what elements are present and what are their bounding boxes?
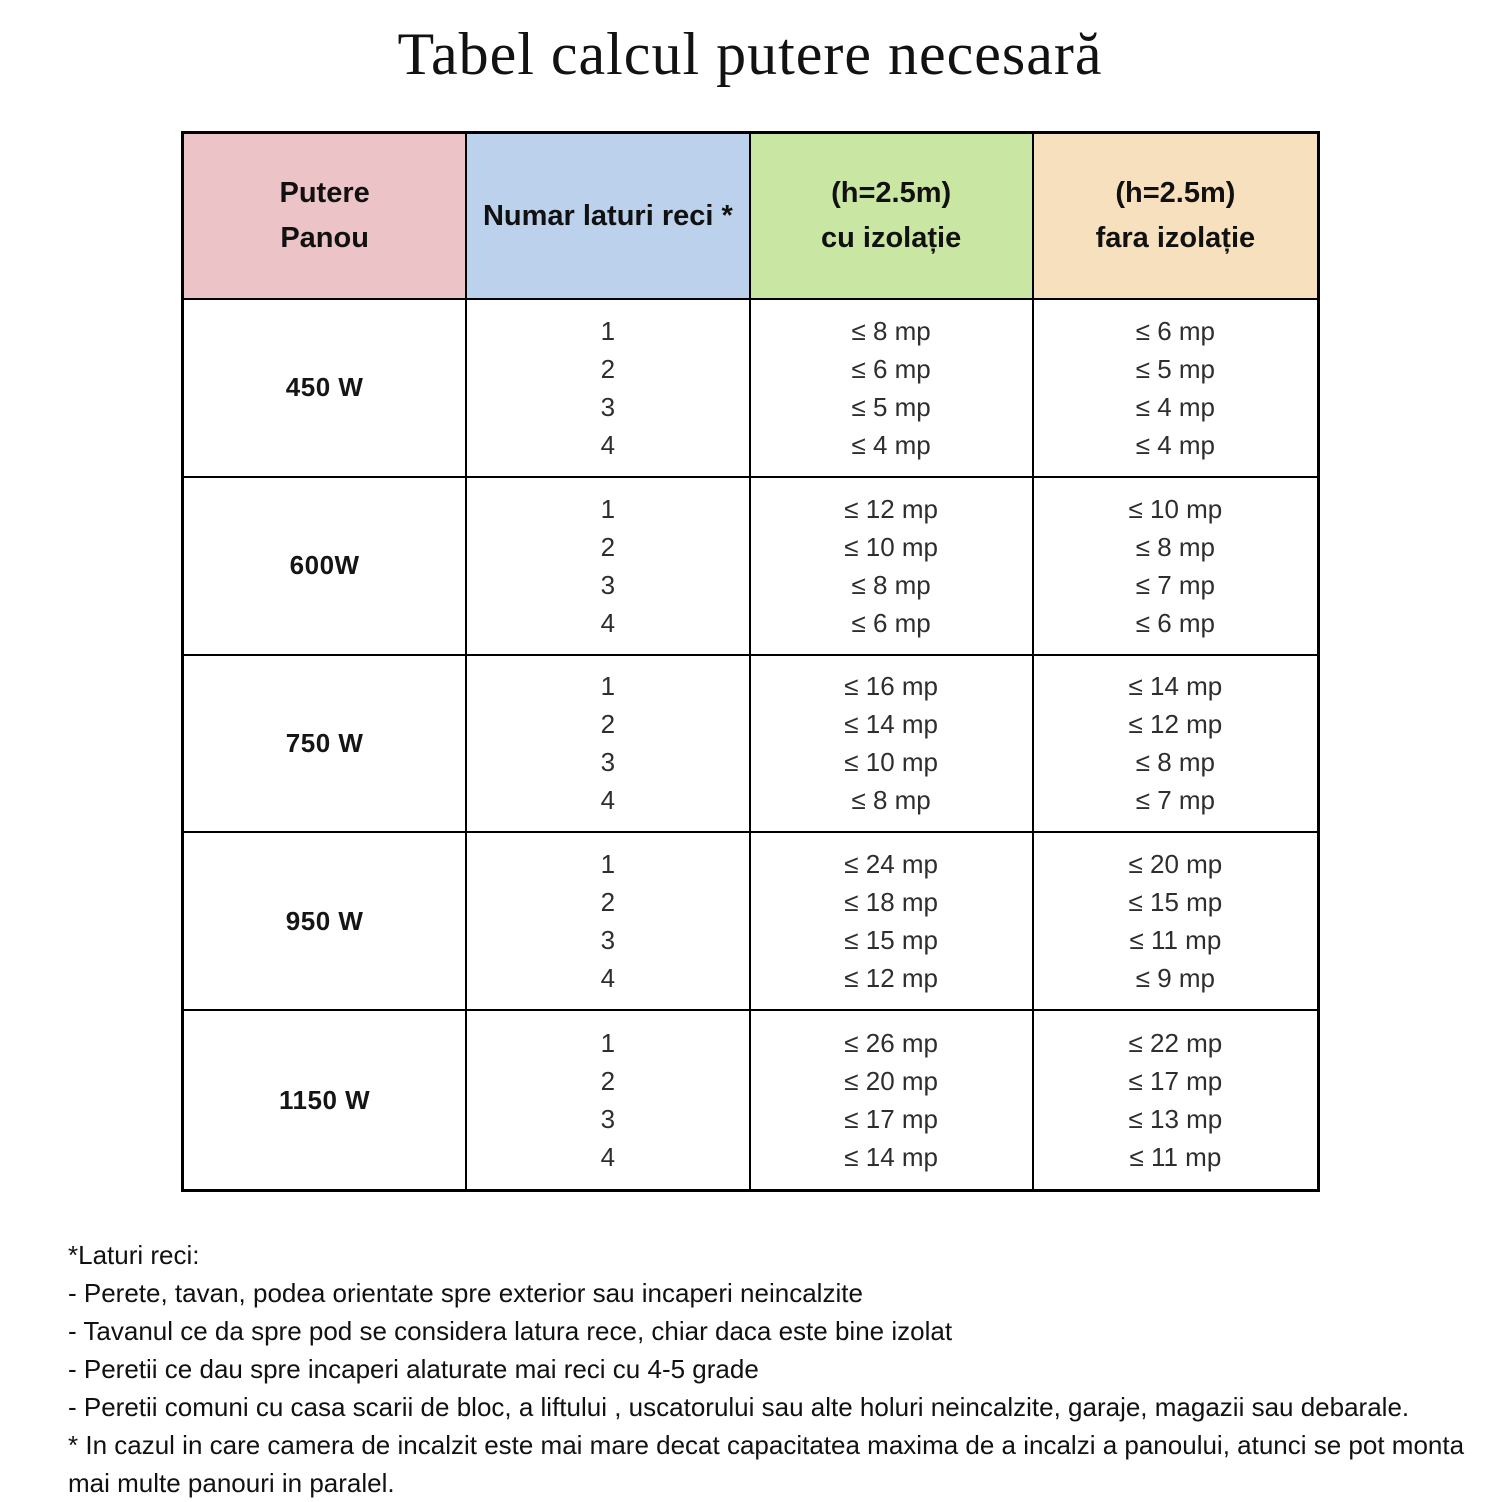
fara-izolatie-value: ≤ 13 mp [1128, 1104, 1223, 1135]
cu-izolatie-value: ≤ 15 mp [844, 925, 938, 956]
fara-izolatie-cell [1034, 833, 1317, 1011]
fara-izolatie-value: ≤ 12 mp [1128, 709, 1223, 740]
power-value: 950 W [285, 905, 364, 936]
cu-izolatie-value: ≤ 8 mp [851, 569, 931, 600]
power-cell [184, 656, 467, 834]
laturi-value: 1 [600, 493, 616, 524]
header-label: cu izolație [821, 222, 962, 254]
header-cell-cu-izolatie [751, 134, 1034, 300]
fara-izolatie-value: ≤ 22 mp [1128, 1028, 1223, 1059]
power-value: 1150 W [279, 1084, 371, 1115]
header-label: (h=2.5m) [1115, 177, 1236, 209]
laturi-value: 4 [600, 429, 616, 460]
laturi-value: 1 [600, 1028, 616, 1059]
cu-izolatie-value: ≤ 18 mp [844, 887, 938, 918]
laturi-value: 2 [600, 709, 616, 740]
fara-izolatie-value: ≤ 4 mp [1135, 429, 1216, 460]
power-value: 450 W [285, 372, 364, 403]
cu-izolatie-cell [751, 478, 1034, 656]
laturi-value: 2 [600, 353, 616, 384]
header-cell-fara-izolatie [1034, 134, 1317, 300]
cu-izolatie-value: ≤ 10 mp [844, 531, 938, 562]
cu-izolatie-value: ≤ 4 mp [851, 429, 931, 460]
laturi-value: 4 [600, 1142, 616, 1173]
power-cell [184, 478, 467, 656]
cu-izolatie-value: ≤ 16 mp [844, 671, 938, 702]
footnote-line: * In cazul in care camera de incalzit este mai mare decat capacitatea maxima de a incalzi a panoului, atunci se pot monta mai multe panouri in paralel. [68, 1430, 1465, 1498]
power-calculation-table [181, 131, 1320, 1192]
laturi-reci-cell [467, 833, 750, 1011]
cu-izolatie-value: ≤ 6 mp [851, 607, 931, 638]
cu-izolatie-cell [751, 300, 1034, 478]
fara-izolatie-value: ≤ 6 mp [1135, 315, 1216, 346]
header-label: fara izolație [1095, 222, 1256, 254]
header-label: Numar laturi reci * [482, 199, 733, 232]
cu-izolatie-value: ≤ 10 mp [844, 747, 938, 778]
footnote-line: - Perete, tavan, podea orientate spre exterior sau incaperi neincalzite [68, 1278, 863, 1308]
footnote-line: - Peretii ce dau spre incaperi alaturate mai reci cu 4-5 grade [68, 1354, 759, 1384]
laturi-value: 3 [600, 747, 616, 778]
fara-izolatie-value: ≤ 7 mp [1135, 569, 1216, 600]
cu-izolatie-cell [751, 656, 1034, 834]
fara-izolatie-value: ≤ 17 mp [1128, 1066, 1223, 1097]
laturi-value: 3 [600, 1104, 616, 1135]
cu-izolatie-cell [751, 833, 1034, 1011]
laturi-value: 2 [600, 531, 616, 562]
laturi-value: 4 [600, 963, 616, 994]
cu-izolatie-value: ≤ 17 mp [844, 1104, 938, 1135]
header-label: Panou [280, 222, 369, 254]
fara-izolatie-value: ≤ 8 mp [1135, 747, 1216, 778]
laturi-value: 1 [600, 849, 616, 880]
laturi-value: 3 [600, 391, 616, 422]
laturi-value: 3 [600, 925, 616, 956]
cu-izolatie-value: ≤ 6 mp [851, 353, 931, 384]
power-cell [184, 1011, 467, 1189]
fara-izolatie-value: ≤ 15 mp [1128, 887, 1223, 918]
fara-izolatie-value: ≤ 14 mp [1128, 671, 1223, 702]
power-value: 750 W [285, 727, 364, 758]
laturi-value: 4 [600, 785, 616, 816]
laturi-value: 1 [600, 315, 616, 346]
fara-izolatie-value: ≤ 20 mp [1128, 849, 1223, 880]
laturi-value: 2 [600, 887, 616, 918]
fara-izolatie-cell [1034, 1011, 1317, 1189]
header-label: (h=2.5m) [831, 177, 952, 209]
fara-izolatie-value: ≤ 4 mp [1135, 391, 1216, 422]
cu-izolatie-value: ≤ 8 mp [851, 315, 931, 346]
fara-izolatie-cell [1034, 300, 1317, 478]
header-cell-putere-panou [184, 134, 467, 300]
footnote-line: - Tavanul ce da spre pod se considera latura rece, chiar daca este bine izolat [68, 1316, 953, 1346]
fara-izolatie-value: ≤ 10 mp [1128, 493, 1223, 524]
fara-izolatie-value: ≤ 7 mp [1135, 785, 1216, 816]
fara-izolatie-value: ≤ 11 mp [1129, 1142, 1222, 1173]
cu-izolatie-value: ≤ 14 mp [844, 1142, 938, 1173]
laturi-value: 4 [600, 607, 616, 638]
laturi-reci-cell [467, 1011, 750, 1189]
laturi-reci-cell [467, 300, 750, 478]
fara-izolatie-value: ≤ 5 mp [1135, 353, 1216, 384]
header-cell-numar-laturi-reci [467, 134, 750, 300]
cu-izolatie-value: ≤ 24 mp [844, 849, 938, 880]
header-label: Putere [279, 177, 370, 209]
fara-izolatie-value: ≤ 6 mp [1135, 607, 1216, 638]
power-value: 600W [289, 550, 360, 581]
cu-izolatie-value: ≤ 20 mp [844, 1066, 938, 1097]
cu-izolatie-value: ≤ 14 mp [844, 709, 938, 740]
footnotes [68, 1236, 1468, 1502]
fara-izolatie-cell [1034, 478, 1317, 656]
fara-izolatie-cell [1034, 656, 1317, 834]
fara-izolatie-value: ≤ 11 mp [1129, 925, 1222, 956]
footnote-line: - Peretii comuni cu casa scarii de bloc, a liftului , uscatorului sau alte holuri neincalzite, garaje, magazii sau debarale. [68, 1392, 1410, 1422]
fara-izolatie-value: ≤ 9 mp [1135, 963, 1216, 994]
page-title: Tabel calcul putere necesară [397, 21, 1103, 87]
cu-izolatie-value: ≤ 8 mp [851, 785, 931, 816]
footnote-line: *Laturi reci: [68, 1240, 200, 1270]
laturi-value: 2 [600, 1066, 616, 1097]
cu-izolatie-value: ≤ 12 mp [844, 493, 938, 524]
power-cell [184, 833, 467, 1011]
cu-izolatie-value: ≤ 12 mp [844, 963, 938, 994]
laturi-value: 1 [600, 671, 616, 702]
fara-izolatie-value: ≤ 8 mp [1135, 531, 1216, 562]
laturi-reci-cell [467, 478, 750, 656]
cu-izolatie-cell [751, 1011, 1034, 1189]
power-cell [184, 300, 467, 478]
cu-izolatie-value: ≤ 5 mp [851, 391, 931, 422]
laturi-value: 3 [600, 569, 616, 600]
laturi-reci-cell [467, 656, 750, 834]
cu-izolatie-value: ≤ 26 mp [844, 1028, 938, 1059]
